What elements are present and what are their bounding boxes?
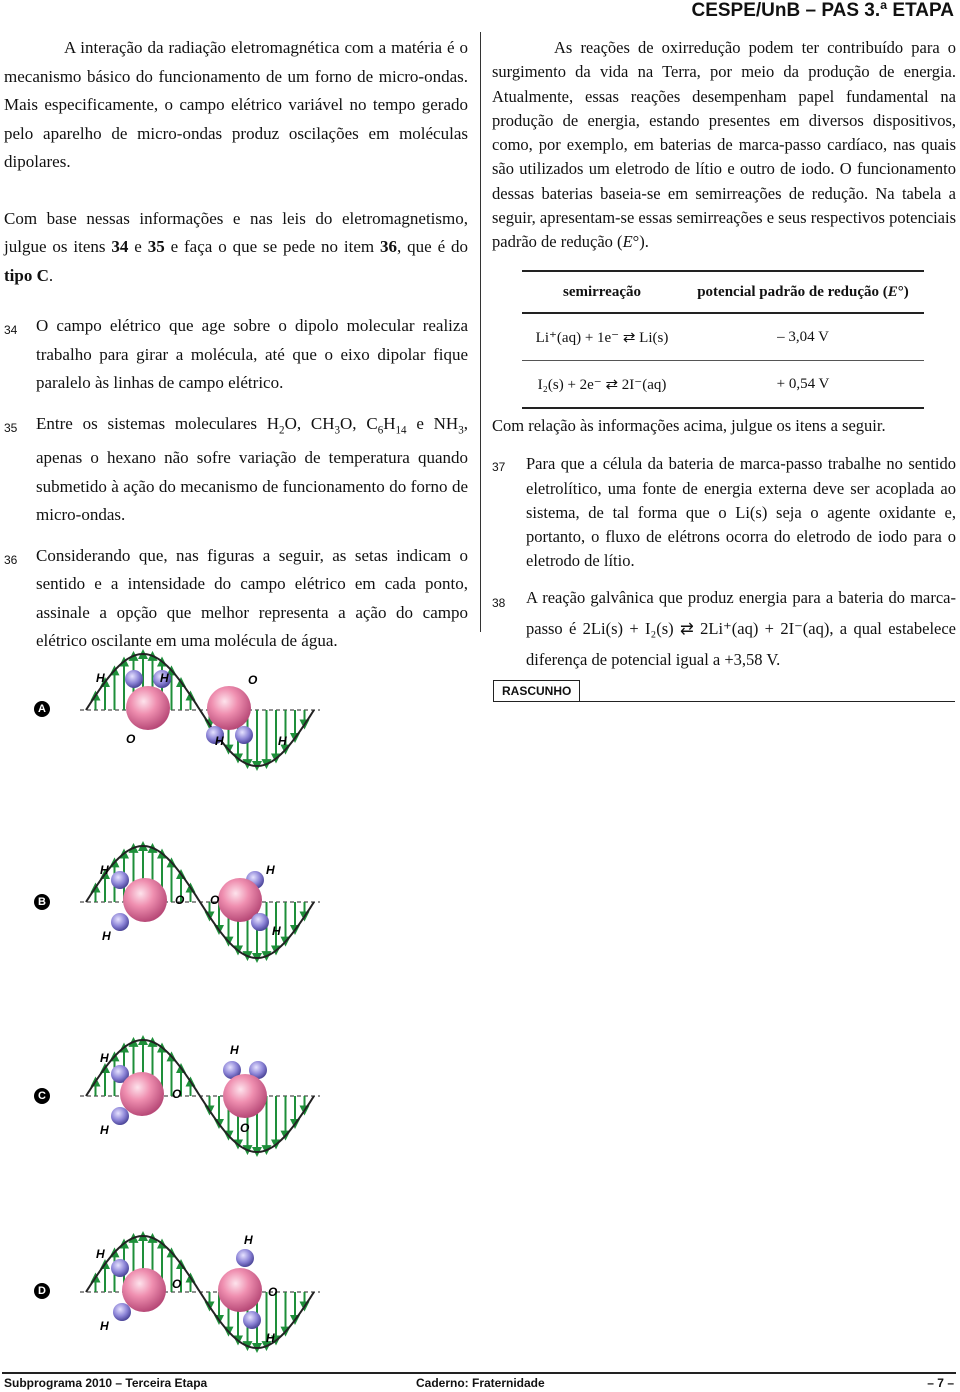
item-text: O campo elétrico que age sobre o dipolo molecular realiza trabalho para girar a molécula, até que o eixo dipolar fique paralelo às linhas de campo elétrico. bbox=[36, 316, 468, 392]
svg-text:H: H bbox=[100, 863, 109, 877]
svg-text:H: H bbox=[266, 863, 275, 877]
rascunho-label: RASCUNHO bbox=[493, 680, 580, 702]
item-37 bbox=[492, 452, 956, 573]
potential-cell: + 0,54 V bbox=[682, 361, 924, 409]
svg-text:H: H bbox=[102, 929, 111, 943]
svg-text:H: H bbox=[278, 734, 287, 748]
item-number: 34 bbox=[4, 323, 18, 337]
svg-text:H: H bbox=[100, 1319, 109, 1333]
svg-text:O: O bbox=[126, 732, 136, 746]
right-column bbox=[492, 36, 956, 255]
item-34 bbox=[4, 312, 468, 398]
table-header: semirreação bbox=[522, 271, 682, 313]
svg-text:H: H bbox=[160, 671, 169, 685]
column-divider bbox=[480, 32, 481, 632]
option-d-figure bbox=[80, 1230, 320, 1360]
svg-text:O: O bbox=[175, 893, 185, 907]
table-header: potencial padrão de redução (E°) bbox=[682, 271, 924, 313]
left-column bbox=[4, 34, 468, 656]
item-number: 35 bbox=[4, 420, 18, 435]
svg-text:H: H bbox=[100, 1051, 109, 1065]
option-letter-badge: C bbox=[34, 1088, 50, 1104]
page-header: CESPE/UnB – PAS 3.ª ETAPA bbox=[691, 0, 954, 21]
item-36 bbox=[4, 542, 468, 656]
option-letter-badge: B bbox=[34, 894, 50, 910]
svg-text:H: H bbox=[96, 671, 105, 685]
footer-center: Caderno: Fraternidade bbox=[416, 1376, 545, 1390]
item-number: 38 bbox=[492, 595, 506, 610]
item-text: Considerando que, nas figuras a seguir, as setas indicam o sentido e a intensidade do campo elétrico em cada ponto, assinale a opção que melhor representa a ação do campo elétrico oscilante em uma molécula de água. bbox=[36, 545, 468, 651]
item-number: 36 bbox=[4, 552, 18, 567]
item-text: Para que a célula da bateria de marca-passo trabalhe no sentido eletrolítico, uma fonte de energia externa deve ser acoplada ao sistema, de tal forma que o Li(s) seja o agente oxidante e, portanto, o fluxo de elétrons ocorra do eletrodo de iodo para o eletrodo de lítio. bbox=[526, 454, 956, 571]
svg-text:O: O bbox=[210, 893, 220, 907]
table-row bbox=[522, 361, 924, 409]
semireaction-table bbox=[522, 270, 924, 409]
svg-text:H: H bbox=[230, 1043, 239, 1057]
item-number: 37 bbox=[492, 460, 506, 475]
potential-cell: – 3,04 V bbox=[682, 313, 924, 361]
svg-text:O: O bbox=[268, 1285, 278, 1299]
svg-text:H: H bbox=[266, 1331, 275, 1345]
table-row bbox=[522, 313, 924, 361]
svg-text:O: O bbox=[172, 1087, 182, 1101]
footer-rule bbox=[2, 1372, 956, 1374]
intro-paragraph: A interação da radiação eletromagnética com a matéria é o mecanismo básico do funcionamento de um forno de micro-ondas. Mais especificamente, o campo elétrico variável no tempo gerado pelo aparelho de micro-ondas produz oscilações em moléculas dipolares. bbox=[4, 38, 468, 171]
right-intro-paragraph: As reações de oxirredução podem ter contribuído para o surgimento da vida na Terra, por meio da produção de energia. Atualmente, essas reações desempenham papel fundamental na produção de energia, estando presentes em diversos dispositivos, como, por exemplo, em baterias de marca-passo cardíaco, nas quais são utilizados um eletrodo de lítio e outro de iodo. O funcionamento dessas baterias baseia-se em semirreações de redução. Na tabela a seguir, apresentam-se essas semirreações e seus respectivos potenciais padrão de redução (E°). bbox=[492, 38, 956, 252]
right-items bbox=[492, 414, 956, 675]
svg-text:H: H bbox=[244, 1233, 253, 1247]
footer-left: Subprograma 2010 – Terceira Etapa bbox=[4, 1376, 208, 1390]
svg-text:H: H bbox=[96, 1247, 105, 1261]
items-prompt: Com relação às informações acima, julgue os itens a seguir. bbox=[492, 416, 886, 435]
svg-text:O: O bbox=[172, 1277, 182, 1291]
item-38 bbox=[492, 582, 956, 675]
svg-text:O: O bbox=[240, 1121, 250, 1135]
svg-text:H: H bbox=[100, 1123, 109, 1137]
rascunho-line bbox=[493, 701, 955, 702]
svg-text:H: H bbox=[215, 734, 224, 748]
item-text: A reação galvânica que produz energia para a bateria do marca-passo é 2Li(s) + I₂(s) ⇄ 2Li⁺(aq) + 2I⁻(aq), a qual estabelece diferença de potencial igual a +3,58 V. bbox=[526, 587, 956, 669]
reaction-cell: I₂(s) + 2e⁻ ⇄ 2I⁻(aq) bbox=[522, 361, 682, 409]
option-c-figure bbox=[80, 1034, 320, 1164]
option-a-figure bbox=[80, 648, 320, 778]
option-letter-badge: A bbox=[34, 701, 50, 717]
item-35: 35 Entre os sistemas moleculares $H_2O$, $CH_3O$, $C_6H_{14}$ e $NH_3$, apenas o hexano não sofre variação de temperatura quando submetido à ação do mecanismo de funcionamento do forno de micro-ondas. bbox=[4, 413, 468, 525]
footer-page-number: – 7 – bbox=[927, 1376, 954, 1390]
svg-text:O: O bbox=[248, 673, 258, 687]
option-b-figure bbox=[80, 840, 320, 970]
option-letter-badge: D bbox=[34, 1283, 50, 1299]
svg-text:H: H bbox=[272, 924, 281, 938]
reaction-cell: Li⁺(aq) + 1e⁻ ⇄ Li(s) bbox=[522, 313, 682, 361]
instructions-paragraph: Com base nessas informações e nas leis do eletromagnetismo, julgue os itens 34 e 35 e faça o que se pede no item 36, que é do tipo C. bbox=[4, 208, 469, 285]
